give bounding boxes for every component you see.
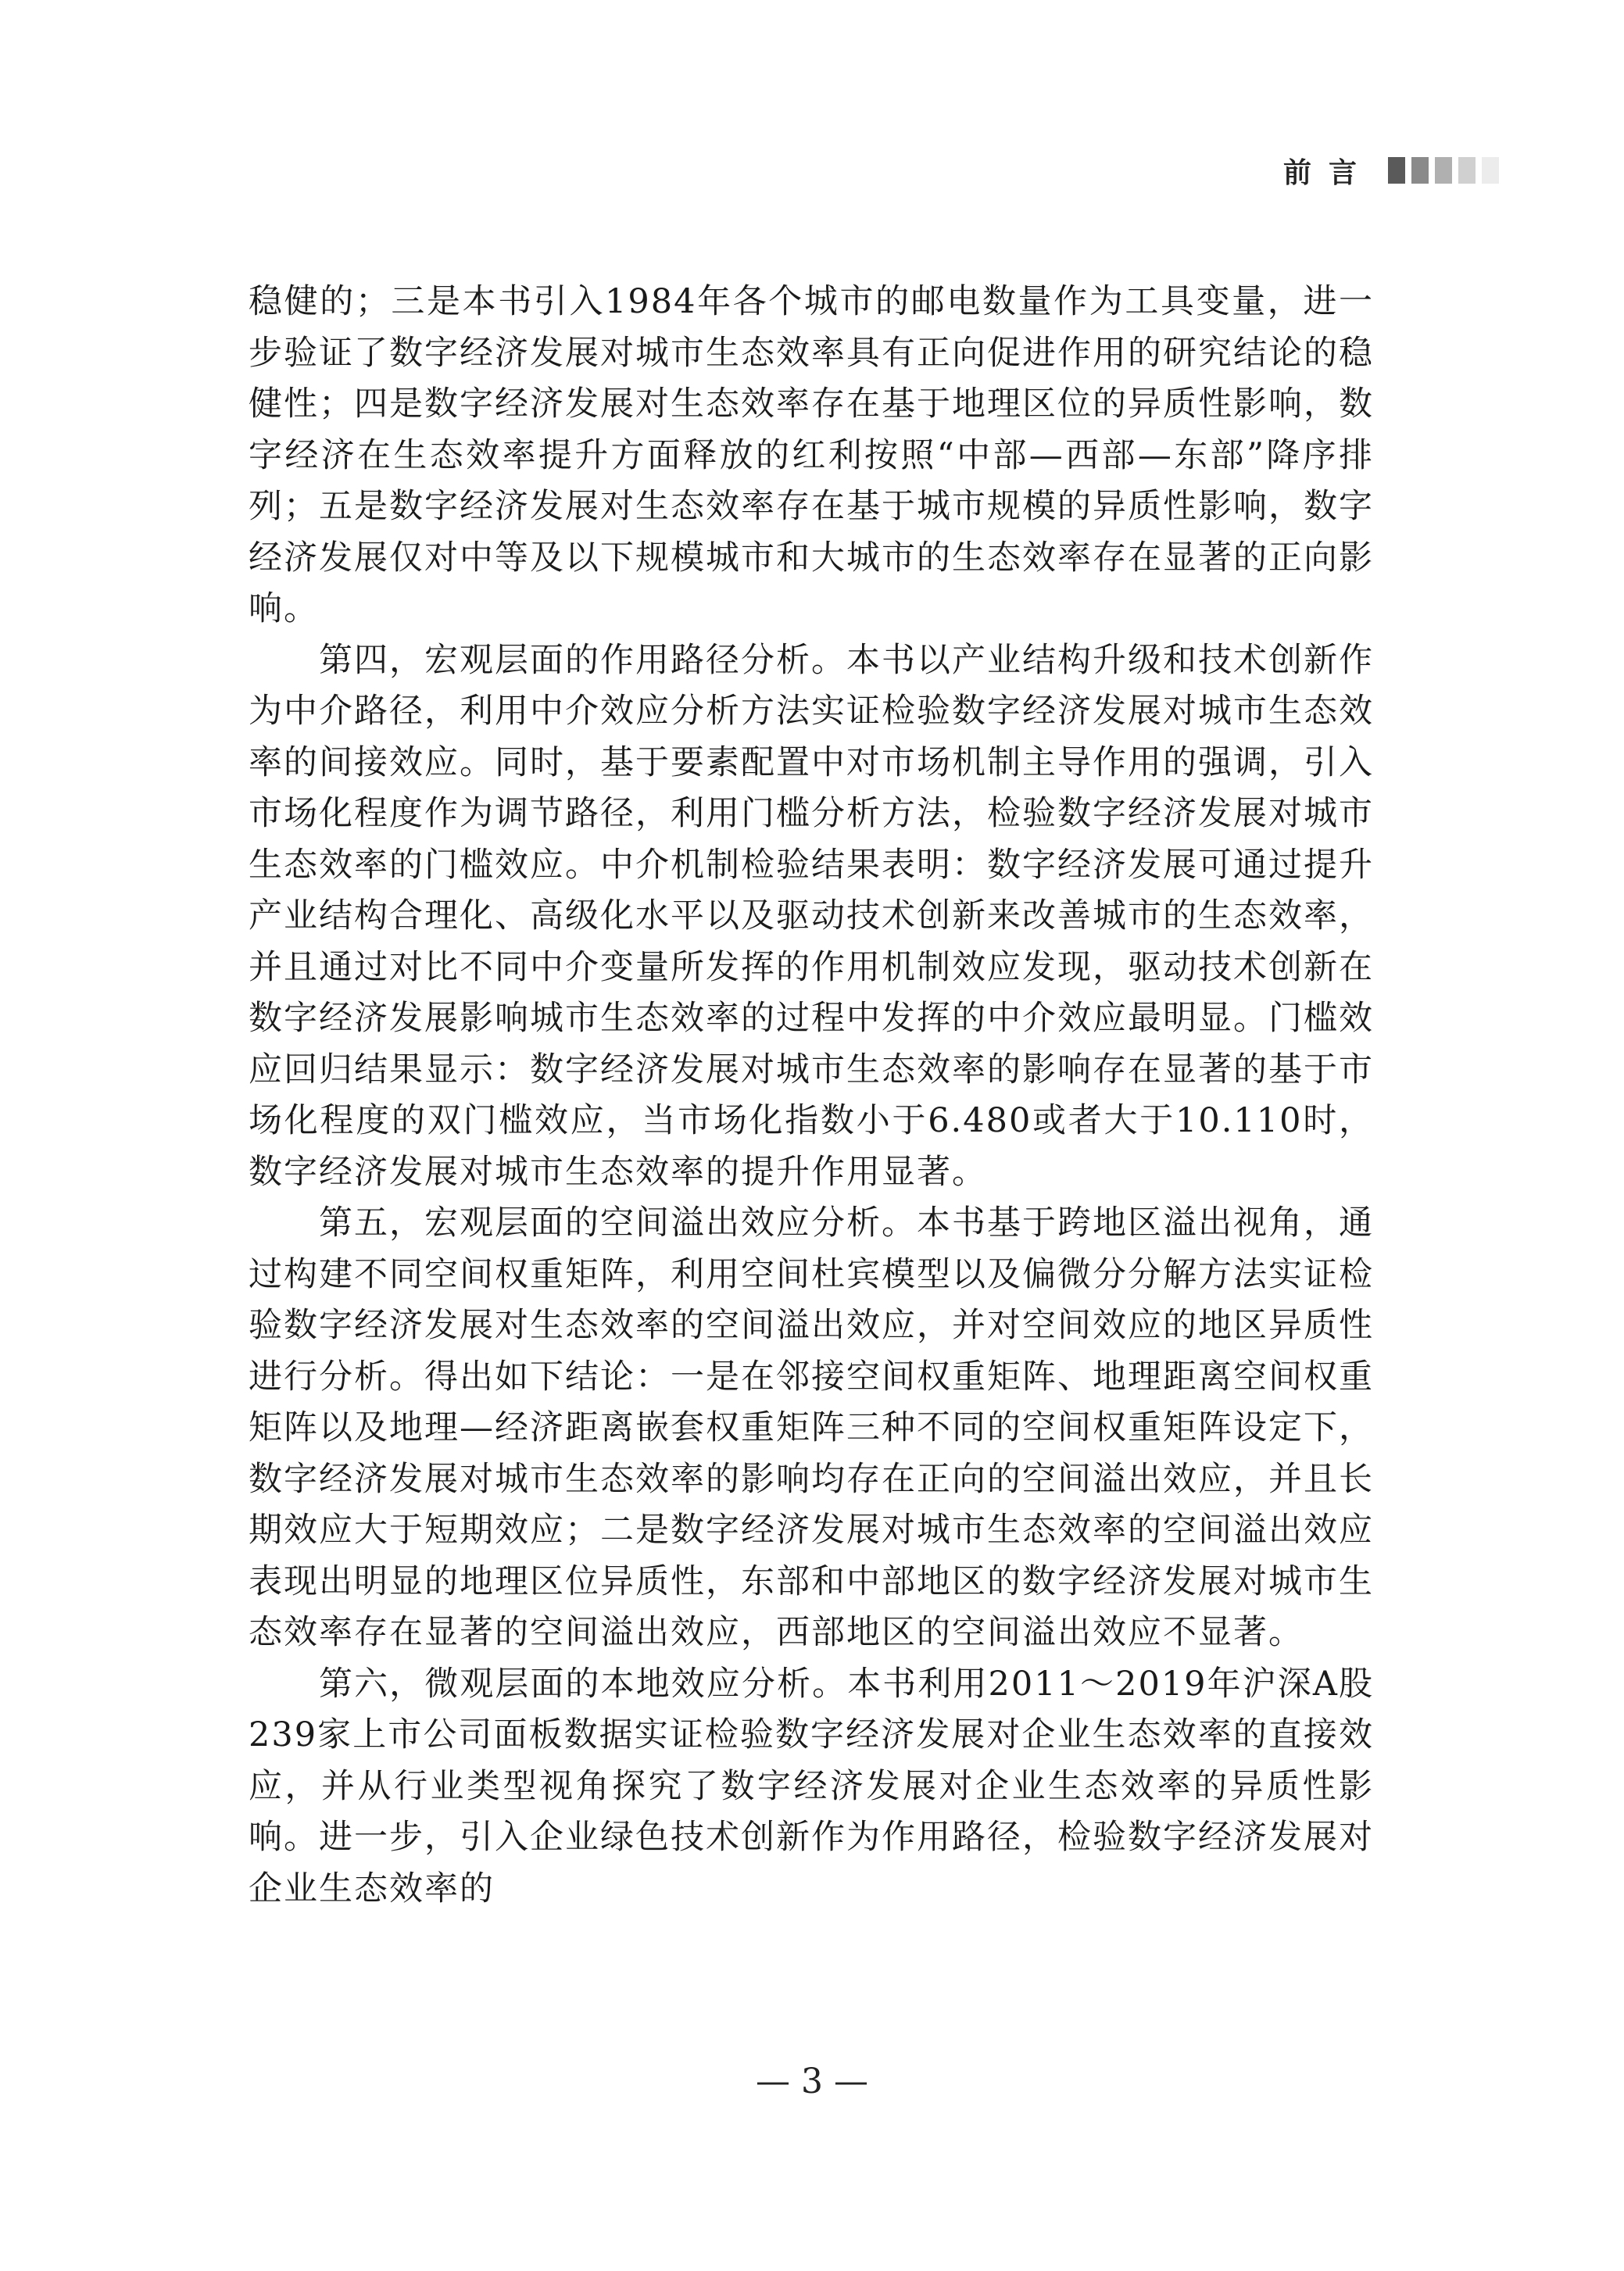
header-decoration-bars <box>1388 157 1499 184</box>
header-bar <box>1435 157 1452 184</box>
page-number: — 3 — <box>756 2062 868 2101</box>
header-bar <box>1482 157 1499 184</box>
header-bar <box>1411 157 1429 184</box>
header-bar <box>1458 157 1476 184</box>
header-bar <box>1388 157 1405 184</box>
paragraph-fourth: 第四，宏观层面的作用路径分析。本书以产业结构升级和技术创新作为中介路径，利用中介效应分析方法实证检验数字经济发展对城市生态效率的间接效应。同时，基于要素配置中对市场机制主导作用的强调，引入市场化程度作为调节路径，利用门槛分析方法，检验数字经济发展对城市生态效率的门槛效应。中介机制检验结果表明：数字经济发展可通过提升产业结构合理化、高级化水平以及驱动技术创新来改善城市的生态效率，并且通过对比不同中介变量所发挥的作用机制效应发现，驱动技术创新在数字经济发展影响城市生态效率的过程中发挥的中介效应最明显。门槛效应回归结果显示：数字经济发展对城市生态效率的影响存在显著的基于市场化程度的双门槛效应，当市场化指数小于6.480或者大于10.110时，数字经济发展对城市生态效率的提升作用显著。 <box>249 640 1374 1192</box>
body-text <box>249 277 1374 1915</box>
running-header <box>1283 153 1499 188</box>
paragraph-sixth: 第六，微观层面的本地效应分析。本书利用2011～2019年沪深A股239家上市公司面板数据实证检验数字经济发展对企业生态效率的直接效应，并从行业类型视角探究了数字经济发展对企业生态效率的异质性影响。进一步，引入企业绿色技术创新作为作用路径，检验数字经济发展对企业生态效率的 <box>249 1664 1374 1908</box>
paragraph-fifth: 第五，宏观层面的空间溢出效应分析。本书基于跨地区溢出视角，通过构建不同空间权重矩阵，利用空间杜宾模型以及偏微分分解方法实证检验数字经济发展对生态效率的空间溢出效应，并对空间效应的地区异质性进行分析。得出如下结论：一是在邻接空间权重矩阵、地理距离空间权重矩阵以及地理—经济距离嵌套权重矩阵三种不同的空间权重矩阵设定下，数字经济发展对城市生态效率的影响均存在正向的空间溢出效应，并且长期效应大于短期效应；二是数字经济发展对城市生态效率的空间溢出效应表现出明显的地理区位异质性，东部和中部地区的数字经济发展对城市生态效率存在显著的空间溢出效应，西部地区的空间溢出效应不显著。 <box>249 1203 1374 1652</box>
paragraph-continuation: 稳健的；三是本书引入1984年各个城市的邮电数量作为工具变量，进一步验证了数字经济发展对城市生态效率具有正向促进作用的研究结论的稳健性；四是数字经济发展对生态效率存在基于地理区位的异质性影响，数字经济在生态效率提升方面释放的红利按照“中部—西部—东部”降序排列；五是数字经济发展对生态效率存在基于城市规模的异质性影响，数字经济发展仅对中等及以下规模城市和大城市的生态效率存在显著的正向影响。 <box>249 282 1374 628</box>
chapter-title: 前言 <box>1282 156 1374 189</box>
